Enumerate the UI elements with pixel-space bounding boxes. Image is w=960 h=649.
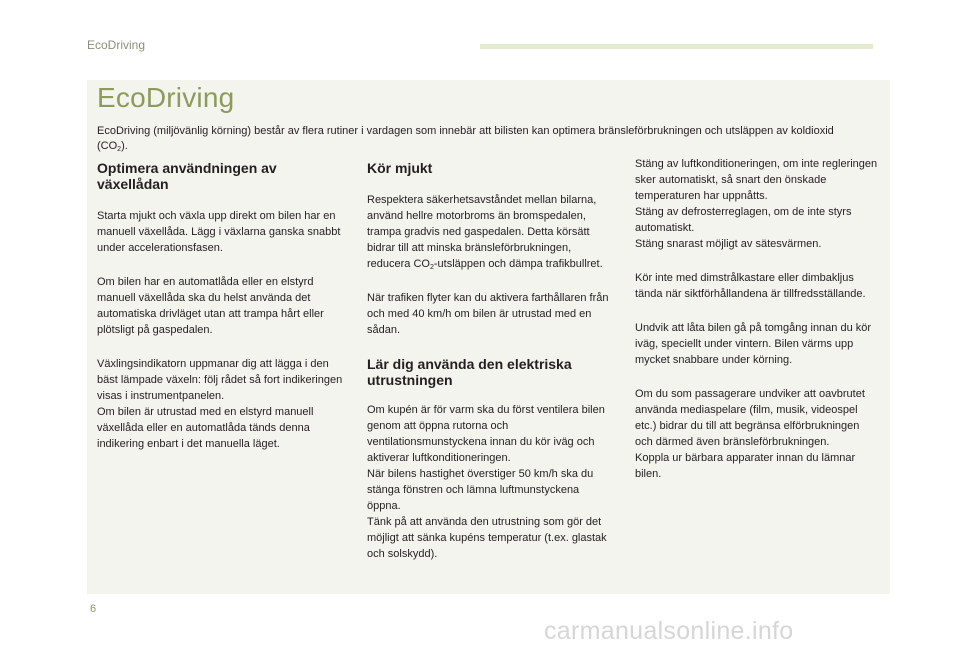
paragraph: När bilens hastighet överstiger 50 km/h ska du stänga fönstren och lämna luftmunstyckena öppna. [367,468,594,512]
paragraph: Undvik att låta bilen gå på tomgång innan du kör iväg, speciellt under vintern. Bilen värms upp mycket snabbare under körning. [635,322,872,366]
section-title-drive-smoothly: Kör mjukt [367,160,433,176]
column-drive-smoothly [367,160,612,562]
column-electrical-continued [635,156,880,482]
section-title-gearbox: Optimera användningen av växellådan [97,160,277,192]
paragraph: Tänk på att använda den utrustning som gör det möjligt att sänka kupéns temperatur (t.ex. glastak och solskydd). [367,516,607,560]
header-rule [480,44,873,49]
paragraph: Respektera säkerhetsavståndet mellan bilarna, använd hellre motorbroms än bromspedalen, trampa gradvis ned gaspedalen. Detta körsätt bidrar till att minska bränsleförbrukningen, reducera $CO_2$-utsläppen och dämpa trafikbullret. [367,194,603,271]
paragraph: Om du som passagerare undviker att oavbrutet använda mediaspelare (film, musik, videospel etc.) bidrar du till att begränsa elförbrukningen och därmed även bränsleförbrukningen. [635,388,865,448]
paragraph: Stäng av luftkonditioneringen, om inte regleringen sker automatiskt, så snart den önskade temperaturen har uppnåtts. [635,158,878,202]
watermark: carmanualsonline.info [544,617,794,645]
intro-paragraph: EcoDriving (miljövänlig körning) består av flera rutiner i vardagen som innebär att bilisten kan optimera bränsleförbrukningen och utsläppen av koldioxid $(CO_2)$. [97,125,834,153]
paragraph: Kör inte med dimstrålkastare eller dimbakljus tända när siktförhållandena är tillfredsställande. [635,272,866,300]
page-number: 6 [90,603,97,615]
section-title-electrical: Lär dig använda den elektriska utrustningen [367,356,572,388]
column-gearbox [97,160,347,452]
paragraph: Stäng av defrosterreglagen, om de inte styrs automatiskt. [635,206,852,234]
paragraph: Växlingsindikatorn uppmanar dig att lägga i den bäst lämpade växeln: följ rådet så fort indikeringen visas i instrumentpanelen. [97,358,343,402]
paragraph: Om bilen är utrustad med en elstyrd manuell växellåda eller en automatlåda tänds denna indikering enbart i det manuella läget. [97,406,314,450]
paragraph: Om bilen har en automatlåda eller en elstyrd manuell växellåda ska du helst använda det automatiska drivläget utan att trampa hårt eller plötsligt på gaspedalen. [97,276,324,336]
paragraph: Om kupén är för varm ska du först ventilera bilen genom att öppna rutorna och ventilationsmunstyckena innan du kör iväg och aktiverar luftkonditioneringen. [367,404,605,464]
paragraph: Stäng snarast möjligt av sätesvärmen. [635,238,822,250]
paragraph: Starta mjukt och växla upp direkt om bilen har en manuell växellåda. Lägg i växlarna ganska snabbt under accelerationsfasen. [97,210,341,254]
paragraph: När trafiken flyter kan du aktivera farthållaren från och med 40 km/h om bilen är utrustad med en sådan. [367,292,609,336]
page-title: EcoDriving [97,82,235,113]
paragraph: Koppla ur bärbara apparater innan du lämnar bilen. [635,452,856,480]
running-header: EcoDriving [87,38,146,52]
